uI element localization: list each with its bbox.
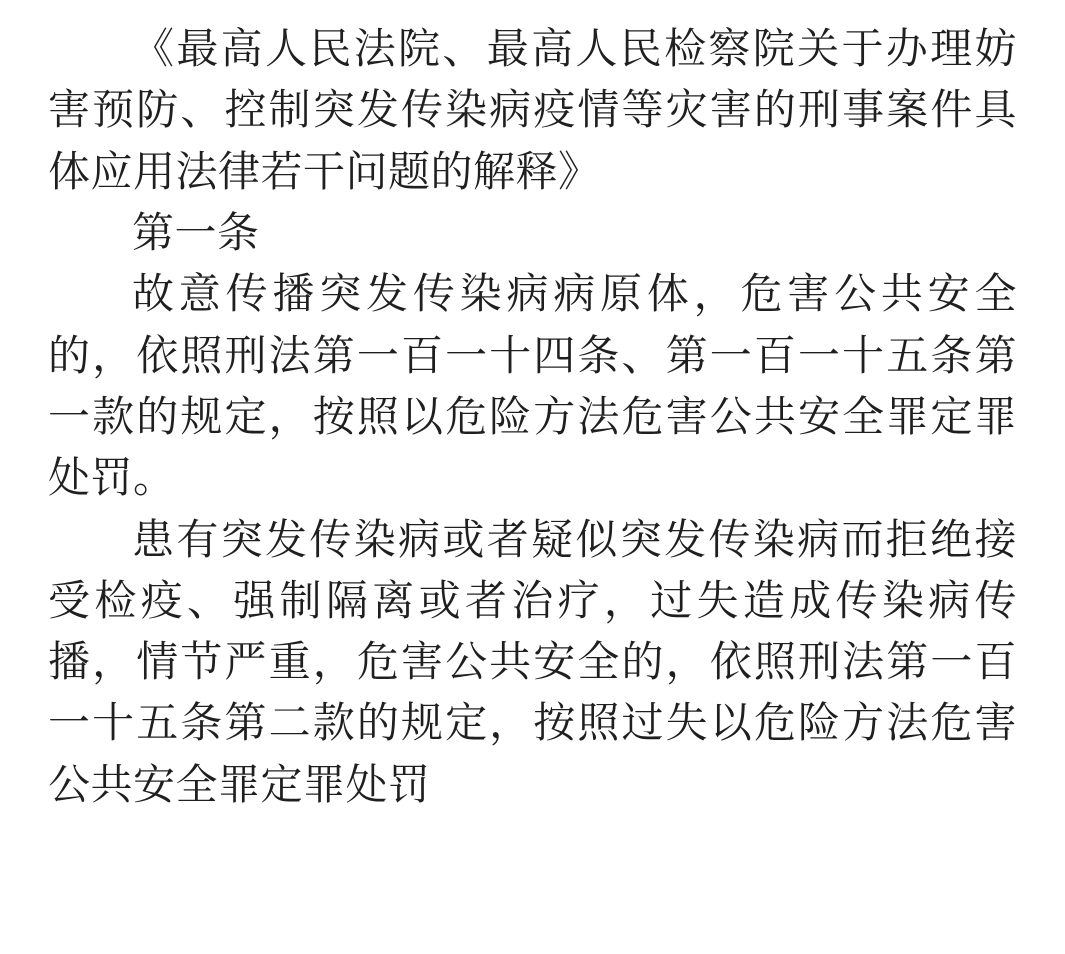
document-text-body <box>48 18 1017 815</box>
article-1-paragraph-1: 故意传播突发传染病病原体，危害公共安全的，依照刑法第一百一十四条、第一百一十五条第一款的规定，按照以危险方法危害公共安全罪定罪处罚。 <box>48 270 1017 502</box>
article-1-paragraph-2: 患有突发传染病或者疑似突发传染病而拒绝接受检疫、强制隔离或者治疗，过失造成传染病传播，情节严重，危害公共安全的，依照刑法第一百一十五条第二款的规定，按照过失以危险方法危害公共安全罪定罪处罚 <box>48 515 1017 808</box>
article-number-paragraph: 第一条 <box>132 208 260 256</box>
document-title-paragraph: 《最高人民法院、最高人民检察院关于办理妨害预防、控制突发传染病疫情等灾害的刑事案件具体应用法律若干问题的解释》 <box>48 25 1017 195</box>
